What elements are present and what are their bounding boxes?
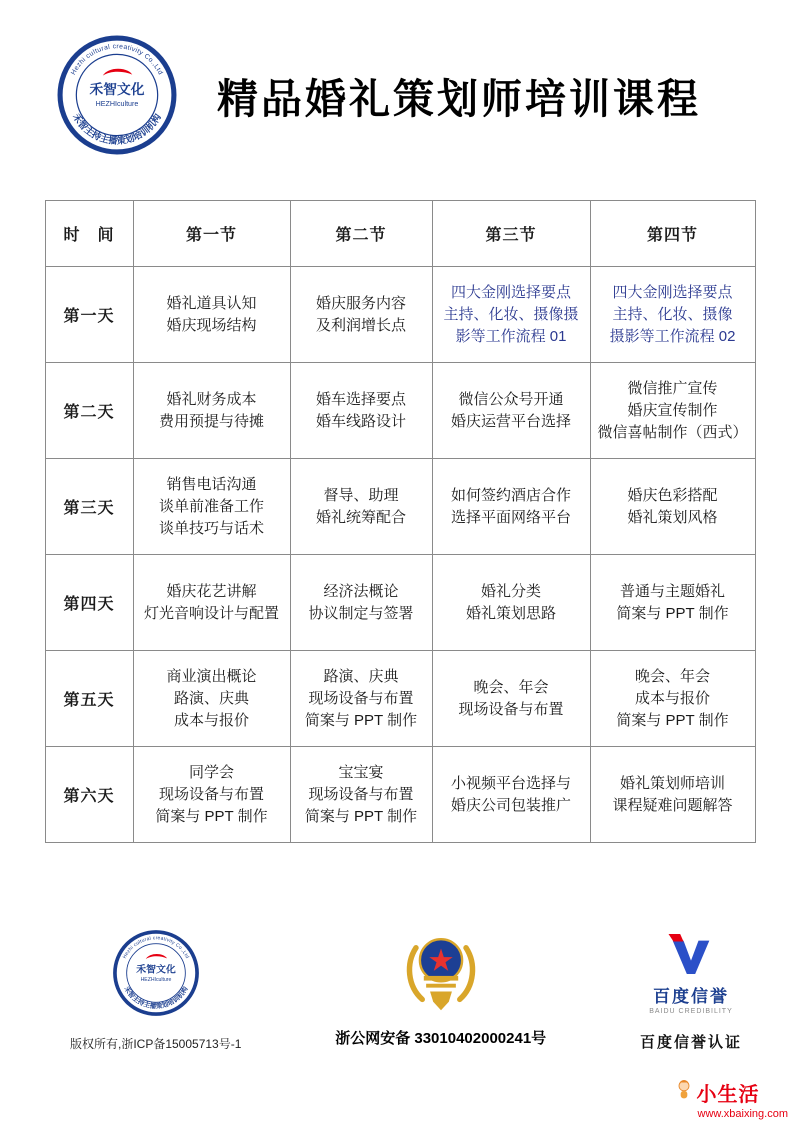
course-line: 普通与主题婚礼 — [619, 582, 725, 600]
site-watermark — [674, 1078, 788, 1120]
page-footer — [0, 929, 800, 1052]
course-line: 现场设备与布置 — [308, 785, 414, 803]
course-cell — [133, 267, 290, 363]
course-line: 简案与 PPT 制作 — [304, 711, 418, 729]
course-line: 成本与报价 — [634, 689, 710, 707]
table-row — [45, 555, 755, 651]
course-line: 主持、化妆、摄像摄 — [443, 305, 579, 323]
course-line: 婚庆宣传制作 — [627, 401, 718, 419]
course-cell — [432, 651, 590, 747]
police-caption: 浙公网安备 33010402000241号 — [335, 1030, 547, 1047]
course-line: 晚会、年会 — [473, 678, 549, 696]
course-line: 同学会 — [188, 763, 234, 781]
time-cell: 第一天 — [45, 267, 133, 363]
baidu-name-en: BAIDU CREDIBILITY — [649, 1008, 733, 1015]
course-cell — [432, 459, 590, 555]
svg-text:禾智文化: 禾智文化 — [89, 81, 145, 97]
course-cell — [590, 363, 755, 459]
svg-text:禾智文化: 禾智文化 — [135, 964, 176, 976]
course-line: 现场设备与布置 — [158, 785, 264, 803]
course-line: 婚庆花艺讲解 — [166, 582, 257, 600]
course-line: 简案与 PPT 制作 — [304, 807, 418, 825]
column-header: 第四节 — [590, 201, 755, 267]
course-cell — [290, 555, 432, 651]
course-line: 灯光音响设计与配置 — [143, 604, 279, 622]
course-line: 微信喜帖制作（西式） — [597, 423, 748, 441]
svg-text:Hezhi cultural creativity Co.,: Hezhi cultural creativity Co.,Ltd — [70, 43, 164, 77]
course-line: 四大金刚选择要点 — [450, 283, 571, 301]
course-line: 主持、化妆、摄像 — [612, 305, 733, 323]
column-header: 第一节 — [133, 201, 290, 267]
svg-text:HEZHIculture: HEZHIculture — [95, 100, 139, 109]
course-line: 简案与 PPT 制作 — [616, 711, 729, 729]
course-line: 婚礼财务成本 — [166, 390, 257, 408]
column-header: 第二节 — [290, 201, 432, 267]
watermark-top — [674, 1078, 788, 1107]
course-line: 婚礼分类 — [480, 582, 541, 600]
course-cell — [290, 363, 432, 459]
course-line: 现场设备与布置 — [308, 689, 414, 707]
course-line: 婚庆色彩搭配 — [627, 486, 718, 504]
course-cell — [290, 747, 432, 843]
course-cell — [290, 459, 432, 555]
course-line: 微信推广宣传 — [627, 379, 718, 397]
table-row — [45, 267, 755, 363]
baidu-name-cn: 百度信誉 — [652, 987, 729, 1006]
course-cell — [133, 555, 290, 651]
course-line: 婚礼统筹配合 — [315, 508, 406, 526]
course-cell — [432, 555, 590, 651]
course-cell — [133, 363, 290, 459]
hezhi-logo-small-icon — [112, 929, 200, 1017]
course-line: 晚会、年会 — [634, 667, 710, 685]
table-row — [45, 363, 755, 459]
course-cell — [133, 651, 290, 747]
time-cell: 第三天 — [45, 459, 133, 555]
mascot-icon — [674, 1079, 694, 1106]
course-line: 摄影等工作流程 02 — [609, 327, 736, 345]
course-table — [45, 200, 756, 843]
course-line: 及利润增长点 — [315, 316, 406, 334]
course-line: 婚庆现场结构 — [166, 316, 257, 334]
page-header — [0, 0, 800, 156]
course-line: 微信公众号开通 — [458, 390, 564, 408]
course-line: 商业演出概论 — [166, 667, 257, 685]
course-cell — [133, 459, 290, 555]
course-line: 谈单前准备工作 — [158, 497, 264, 515]
page-title: 精品婚礼策划师培训课程 — [217, 75, 701, 122]
course-cell — [432, 267, 590, 363]
course-line: 督导、助理 — [323, 486, 399, 504]
police-badge-icon — [401, 929, 481, 1015]
column-header: 时 间 — [45, 201, 133, 267]
course-line: 婚礼策划师培训 — [619, 774, 725, 792]
course-line: 宝宝宴 — [338, 763, 384, 781]
course-cell — [133, 747, 290, 843]
course-cell — [432, 363, 590, 459]
course-line: 婚庆运营平台选择 — [450, 412, 571, 430]
course-line: 婚庆服务内容 — [315, 294, 406, 312]
course-cell — [590, 555, 755, 651]
course-line: 婚礼道具认知 — [166, 294, 257, 312]
course-line: 婚礼策划风格 — [627, 508, 718, 526]
course-cell — [590, 267, 755, 363]
course-line: 谈单技巧与话术 — [158, 519, 264, 537]
table-row — [45, 651, 755, 747]
course-line: 协议制定与签署 — [308, 604, 414, 622]
title-wrap — [178, 66, 754, 125]
table-header-row — [45, 201, 755, 267]
footer-copyright-block — [70, 929, 241, 1052]
time-cell: 第五天 — [45, 651, 133, 747]
course-line: 成本与报价 — [173, 711, 249, 729]
svg-text:HEZHIculture: HEZHIculture — [140, 977, 172, 984]
course-line: 简案与 PPT 制作 — [616, 604, 729, 622]
course-cell — [290, 651, 432, 747]
table-row — [45, 459, 755, 555]
course-line: 影等工作流程 01 — [455, 327, 567, 345]
course-line: 婚车线路设计 — [315, 412, 406, 430]
course-line: 现场设备与布置 — [458, 700, 564, 718]
svg-text:Hezhi cultural creativity Co.,: Hezhi cultural creativity Co.,Ltd — [122, 936, 189, 960]
course-cell — [290, 267, 432, 363]
footer-police-block — [335, 929, 546, 1048]
course-cell — [432, 747, 590, 843]
course-line: 如何签约酒店合作 — [450, 486, 571, 504]
course-line: 路演、庆典 — [323, 667, 399, 685]
svg-text:禾智主持主播策划培训机构: 禾智主持主播策划培训机构 — [71, 112, 163, 147]
copyright-text: 版权所有,浙ICP备15005713号-1 — [70, 1037, 242, 1051]
course-line: 路演、庆典 — [173, 689, 249, 707]
course-line: 销售电话沟通 — [166, 475, 257, 493]
course-line: 经济法概论 — [323, 582, 399, 600]
course-line: 课程疑难问题解答 — [612, 796, 733, 814]
time-cell: 第二天 — [45, 363, 133, 459]
footer-baidu-block — [640, 929, 742, 1052]
course-cell — [590, 747, 755, 843]
course-cell — [590, 459, 755, 555]
course-line: 费用预提与待摊 — [158, 412, 264, 430]
hezhi-logo-icon — [56, 34, 178, 156]
course-line: 婚庆公司包装推广 — [450, 796, 571, 814]
watermark-site-name: 小生活 — [696, 1084, 760, 1106]
time-cell: 第六天 — [45, 747, 133, 843]
course-line: 选择平面网络平台 — [450, 508, 571, 526]
table-row — [45, 747, 755, 843]
course-line: 婚礼策划思路 — [465, 604, 556, 622]
baidu-cert-text: 百度信誉认证 — [639, 1034, 742, 1051]
course-line: 婚车选择要点 — [315, 390, 406, 408]
watermark-site-url: www.xbaixing.com — [697, 1108, 788, 1120]
course-line: 小视频平台选择与 — [450, 774, 571, 792]
time-cell: 第四天 — [45, 555, 133, 651]
column-header: 第三节 — [432, 201, 590, 267]
course-line: 四大金刚选择要点 — [612, 283, 733, 301]
course-line: 简案与 PPT 制作 — [155, 807, 268, 825]
course-cell — [590, 651, 755, 747]
svg-text:禾智主持主播策划培训机构: 禾智主持主播策划培训机构 — [122, 985, 190, 1011]
table-body — [45, 267, 755, 843]
baidu-credibility-icon — [665, 929, 717, 979]
